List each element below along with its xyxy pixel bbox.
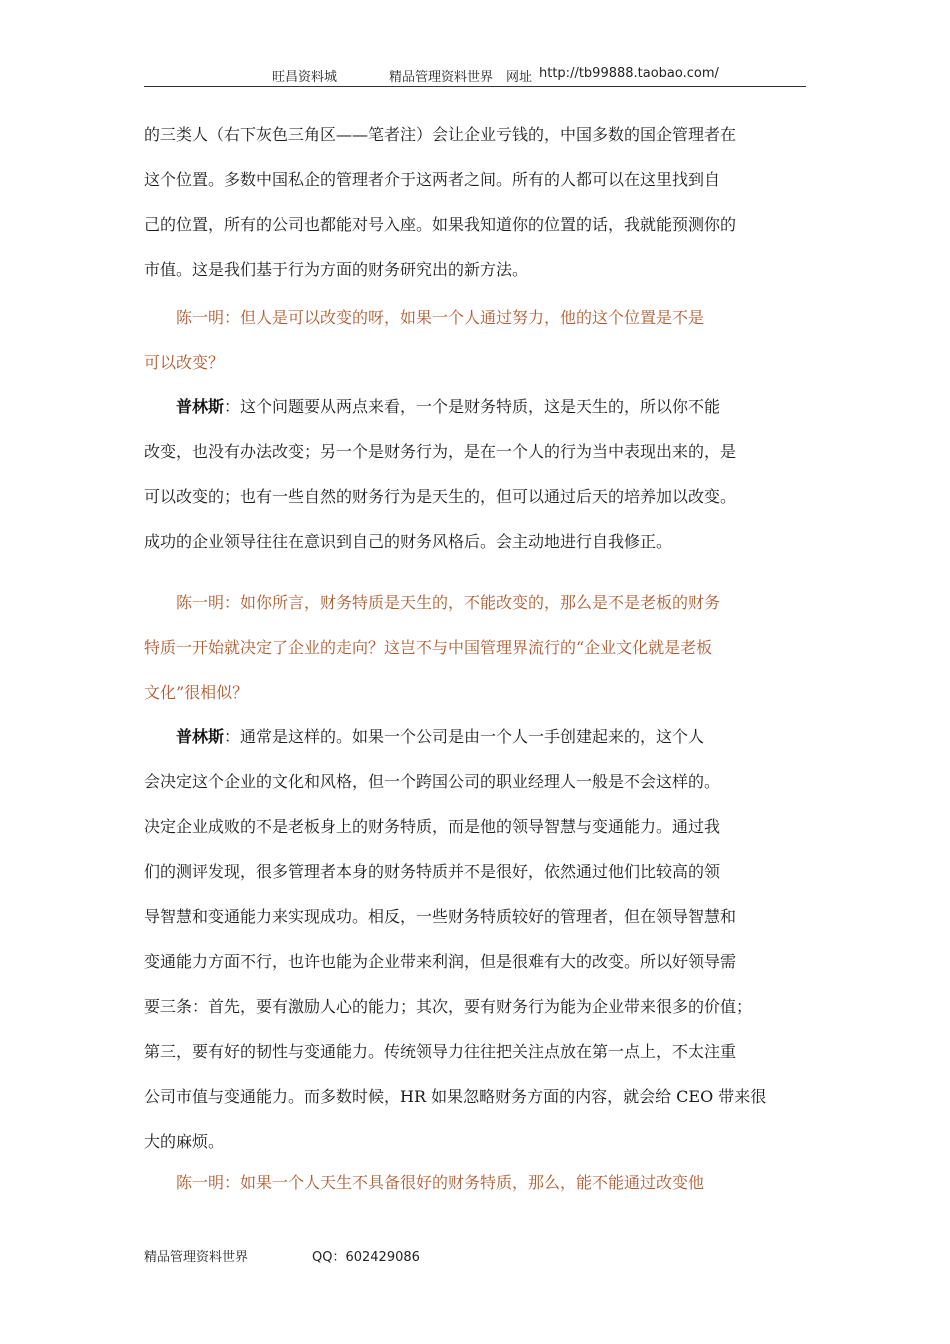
text-line: 己的位置，所有的公司也都能对号入座。如果我知道你的位置的话，我就能预测你的 [144, 215, 737, 234]
speaker-name: 普林斯 [176, 727, 225, 746]
question-line: 陈一明：如你所言，财务特质是天生的，不能改变的，那么是不是老板的财务 [144, 593, 721, 612]
header-url-link[interactable]: http://tb99888.taobao.com/ [539, 66, 719, 81]
text-line: 市值。这是我们基于行为方面的财务研究出的新方法。 [144, 260, 529, 279]
page-footer [144, 1246, 806, 1266]
answer-line-first [144, 384, 806, 429]
text-line: 变通能力方面不行，也许也能为企业带来利润，但是很难有大的改变。所以好领导需 [144, 952, 737, 971]
text-line: 成功的企业领导往往在意识到自己的财务风格后。会主动地进行自我修正。 [144, 532, 673, 551]
question-line: 陈一明：如果一个人天生不具备很好的财务特质，那么，能不能通过改变他 [144, 1173, 705, 1192]
paragraph-question [144, 1160, 806, 1205]
speaker-name: 普林斯 [176, 397, 225, 416]
text-line: 改变，也没有办法改变；另一个是财务行为，是在一个人的行为当中表现出来的，是 [144, 442, 737, 461]
header-url-label: 网址 [506, 70, 533, 85]
text-line: 要三条：首先，要有激励人心的能力；其次，要有财务行为能为企业带来很多的价值； [144, 997, 753, 1016]
answer-text: ：通常是这样的。如果一个公司是由一个人一手创建起来的，这个人 [224, 727, 705, 746]
header-divider [144, 86, 806, 87]
paragraph-continuation [144, 112, 806, 292]
text-line: 可以改变的；也有一些自然的财务行为是天生的，但可以通过后天的培养加以改变。 [144, 487, 737, 506]
text-line: 第三，要有好的韧性与变通能力。传统领导力往往把关注点放在第一点上，不太注重 [144, 1042, 737, 1061]
answer-line-first [144, 714, 806, 759]
text-line: 的三类人（右下灰色三角区——笔者注）会让企业亏钱的，中国多数的国企管理者在 [144, 125, 737, 144]
question-line: 可以改变？ [144, 353, 225, 372]
text-line: 大的麻烦。 [144, 1132, 225, 1151]
footer-slogan: 精品管理资料世界 [144, 1250, 249, 1265]
text-line: 这个位置。多数中国私企的管理者介于这两者之间。所有的人都可以在这里找到自 [144, 170, 721, 189]
text-line: 会决定这个企业的文化和风格，但一个跨国公司的职业经理人一般是不会这样的。 [144, 772, 721, 791]
paragraph-question [144, 580, 806, 715]
question-line: 特质一开始就决定了企业的走向？这岂不与中国管理界流行的“企业文化就是老板 [144, 638, 713, 657]
paragraph-answer [144, 384, 806, 564]
text-line: 们的测评发现，很多管理者本身的财务特质并不是很好，依然通过他们比较高的领 [144, 862, 721, 881]
header-site-name: 旺昌资料城 [272, 70, 338, 85]
paragraph-question [144, 295, 806, 385]
page-header [144, 66, 806, 86]
text-line: 公司市值与变通能力。而多数时候，HR 如果忽略财务方面的内容，就会给 CEO 带来很 [144, 1087, 767, 1106]
paragraph-answer [144, 714, 806, 1164]
answer-text: ：这个问题要从两点来看，一个是财务特质，这是天生的，所以你不能 [224, 397, 721, 416]
question-line: 文化”很相似？ [144, 683, 249, 702]
question-line: 陈一明：但人是可以改变的呀，如果一个人通过努力，他的这个位置是不是 [144, 308, 705, 327]
text-line: 决定企业成败的不是老板身上的财务特质，而是他的领导智慧与变通能力。通过我 [144, 817, 721, 836]
footer-qq: QQ：602429086 [312, 1250, 420, 1265]
header-slogan: 精品管理资料世界 [389, 70, 494, 85]
text-line: 导智慧和变通能力来实现成功。相反，一些财务特质较好的管理者，但在领导智慧和 [144, 907, 737, 926]
